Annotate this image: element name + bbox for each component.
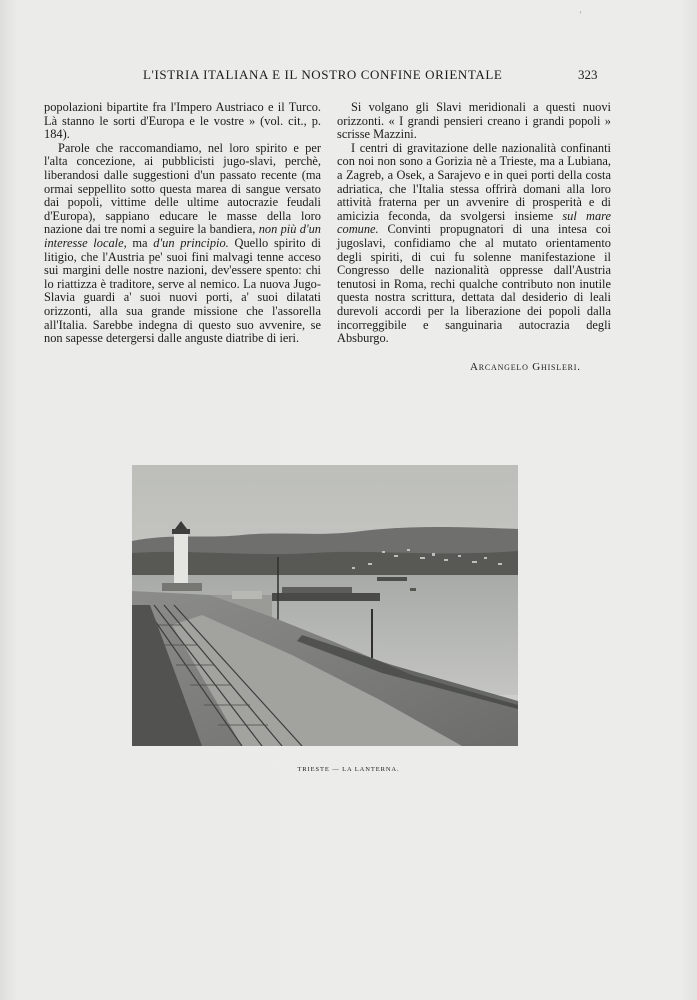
left-column [44,101,321,346]
photograph-trieste-lanterna [132,465,518,746]
emphasis: sul mare comune. [337,208,612,237]
page-number: 323 [578,67,598,82]
page-header [0,67,697,87]
author-signature: Arcangelo Ghisleri. [470,361,581,373]
paragraph: Parole che raccomandiamo, nel loro spirito e per l'alta concezione, ai pubblicisti jugo-slavi, perchè, liberandosi dalle suggestioni d'un passato recente (ma ormai seppellito sotto questa marea di sangue versato dai popoli, vittime delle ultime autocrazie feudali d'Europa), sappiano educare le masse della loro nazione dai tre nomi a seguire la bandiera, non più d'un interesse locale, ma d'un principio. Quello spirito di litigio, che l'Austria pe' suoi fini malvagi tenne acceso sui margini delle nostre nazioni, dev'essere spento: chi lo riattizza è traditore, serve al nemico. La nuova Jugo-Slavia guardi a' suoi nuovi porti, a' suoi dilatati orizzonti, alla sua grande missione che l'assorella all'Italia. Sarebbe indegna di questo suo avvenire, se non sapesse detergersi dalle anguste diatribe di ieri. [44,140,321,346]
paragraph: popolazioni bipartite fra l'Impero Austriaco e il Turco. Là stanno le sorti d'Europa e le vostre » (vol. cit., p. 184). [44,100,321,142]
emphasis: non più d'un interesse locale, [44,222,321,250]
paragraph: Si volgano gli Slavi meridionali a questi nuovi orizzonti. « I grandi pensieri creano i grandi popoli » scrisse Mazzini. [337,100,611,142]
paragraph: I centri di gravitazione delle nazionalità confinanti con noi non sono a Gorizia nè a Trieste, ma a Lubiana, a Zagreb, a Osek, a Sarajevo e in quei porti della costa adriatica, che l'Italia stessa offrirà domani alla loro attività fraterna per un avvenire di prosperità e di amicizia feconda, da svolgersi insieme sul mare comune. Convinti propugnatori di una intesa coi jugoslavi, confidiamo che al mutato orientamento degli spiriti, di cui fu solenne manifestazione il Congresso delle nazionalità oppresse dall'Austria tenutosi in Roma, rechi qualche contributo non inutile questa nostra scrittura, dettata dal desiderio di leali durevoli accordi per la liberazione dei popoli dalla incorreggibile e sanguinaria autocrazia degli Absburgo. [337,140,612,346]
emphasis: d'un principio. [153,235,229,250]
right-column [337,101,611,346]
photo-caption: TRIESTE — LA LANTERNA. [297,766,400,773]
photo-illustration [132,465,518,746]
running-title: L'ISTRIA ITALIANA E IL NOSTRO CONFINE ORIENTALE [143,67,503,82]
page-mark: ' [580,10,582,19]
